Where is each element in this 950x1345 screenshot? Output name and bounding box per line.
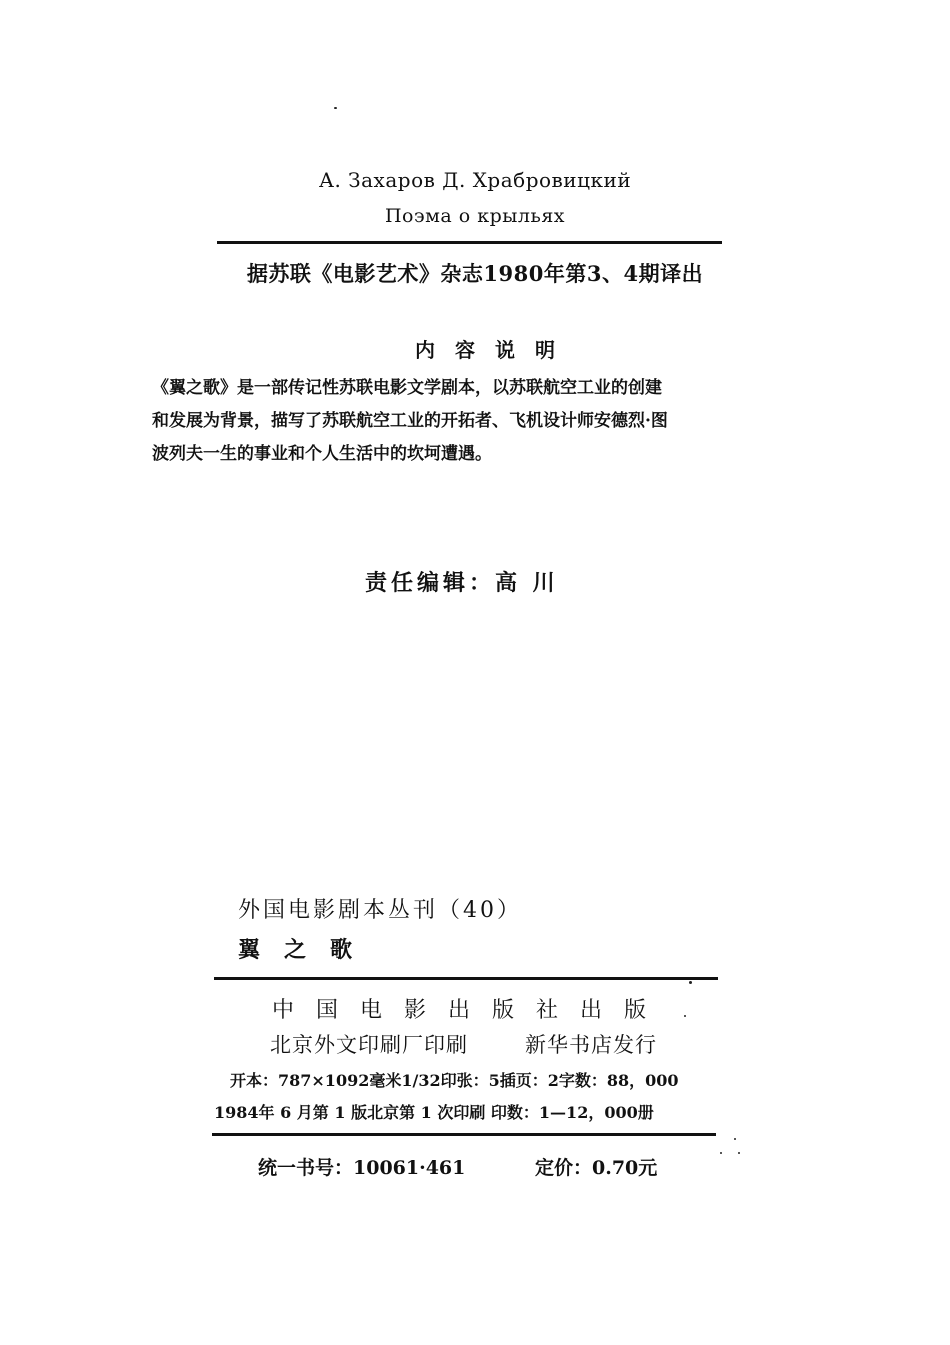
summary-line: 波列夫一生的事业和个人生活中的坎坷遭遇。 <box>152 444 492 464</box>
colophon-top-rule <box>214 977 718 980</box>
book-title: 翼之歌 <box>238 937 377 963</box>
price: 定价：0.70元 <box>535 1157 658 1179</box>
print-speck <box>334 107 337 109</box>
header-rule <box>217 241 722 244</box>
print-speck <box>689 981 692 984</box>
summary-line: 《翼之歌》是一部传记性苏联电影文学剧本，以苏联航空工业的创建 <box>152 378 662 398</box>
printer: 北京外文印刷厂印刷 <box>270 1033 468 1057</box>
responsible-editor: 责任编辑：高 川 <box>365 570 559 596</box>
colophon-bottom-rule <box>212 1133 716 1136</box>
print-speck <box>734 1138 736 1140</box>
format-specs: 开本：787×1092毫米1/32印张：5插页：2字数：88，000 <box>230 1071 679 1090</box>
summary-line: 和发展为背景，描写了苏联航空工业的开拓者、飞机设计师安德烈·图 <box>152 411 668 431</box>
russian-title: Поэма о крыльях <box>384 205 566 227</box>
russian-authors: А. Захаров Д. Храбровицкий <box>318 168 632 192</box>
print-speck <box>684 1015 686 1017</box>
print-speck <box>738 1152 740 1154</box>
series-title: 外国电影剧本丛刊（40） <box>238 898 522 923</box>
summary-heading: 内容说明 <box>415 338 575 362</box>
distributor: 新华书店发行 <box>525 1033 657 1057</box>
print-speck <box>720 1152 722 1154</box>
publisher: 中国电影出版社出版 <box>272 998 669 1023</box>
edition-info: 1984年 6 月第 1 版北京第 1 次印刷 印数：1—12，000册 <box>214 1103 654 1122</box>
source-note: 据苏联《电影艺术》杂志1980年第3、4期译出 <box>246 261 704 286</box>
unified-book-number: 统一书号：10061·461 <box>258 1157 466 1179</box>
